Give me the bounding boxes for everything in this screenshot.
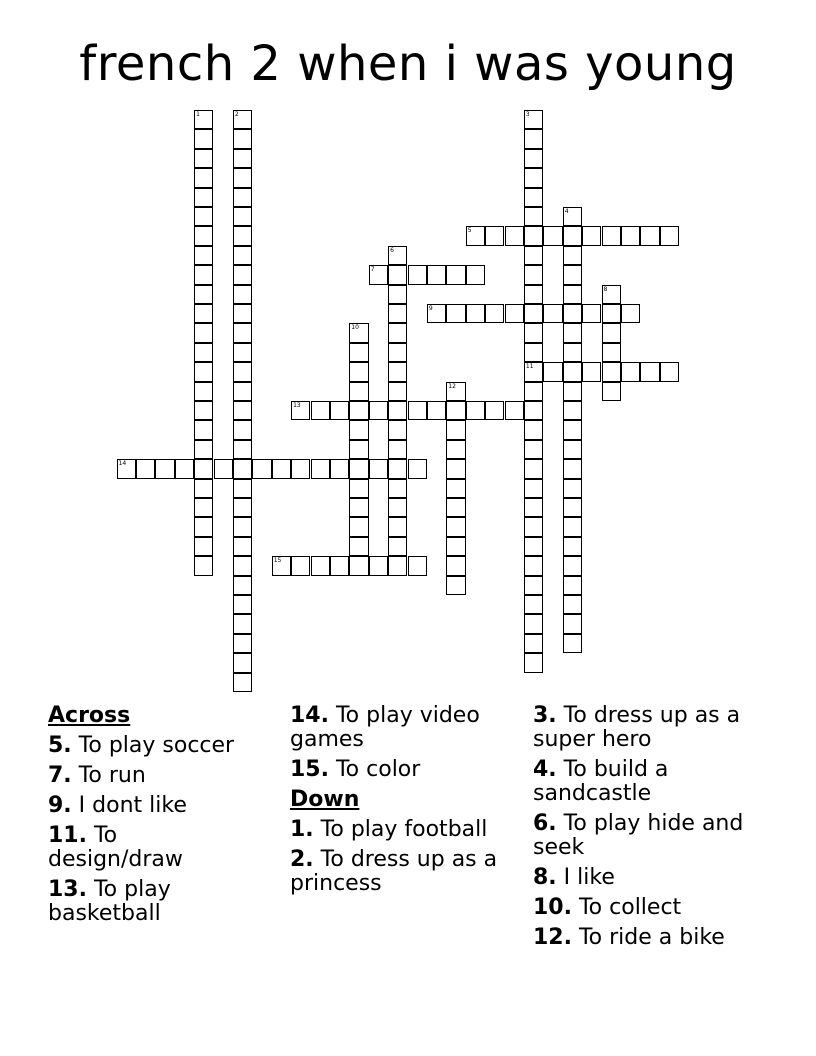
clue-across-5 xyxy=(48,734,258,758)
grid-cell[interactable] xyxy=(446,517,465,536)
grid-cell[interactable] xyxy=(233,129,252,148)
grid-cell[interactable] xyxy=(233,440,252,459)
grid-cell[interactable] xyxy=(388,382,407,401)
grid-cell[interactable] xyxy=(563,304,582,323)
grid-cell[interactable] xyxy=(194,188,213,207)
grid-cell[interactable] xyxy=(349,479,368,498)
clues-column-1 xyxy=(48,704,258,932)
clue-number: 14. xyxy=(290,703,329,728)
grid-cell[interactable] xyxy=(563,362,582,381)
grid-cell[interactable] xyxy=(524,401,543,420)
grid-cell[interactable] xyxy=(446,304,465,323)
grid-cell[interactable] xyxy=(194,556,213,575)
grid-cell[interactable] xyxy=(388,362,407,381)
clue-text: To play soccer xyxy=(78,733,235,758)
grid-cell[interactable] xyxy=(446,382,465,401)
grid-cell[interactable] xyxy=(194,343,213,362)
clue-number-label: 10 xyxy=(351,324,359,332)
grid-cell[interactable] xyxy=(621,226,640,245)
grid-cell[interactable] xyxy=(349,440,368,459)
grid-cell[interactable] xyxy=(233,362,252,381)
grid-cell[interactable] xyxy=(233,653,252,672)
clue-down-1 xyxy=(290,818,520,842)
grid-cell[interactable] xyxy=(563,440,582,459)
grid-cell[interactable] xyxy=(408,459,427,478)
grid-cell[interactable] xyxy=(524,246,543,265)
grid-cell[interactable] xyxy=(233,498,252,517)
grid-cell[interactable] xyxy=(194,149,213,168)
grid-cell[interactable] xyxy=(233,595,252,614)
grid-cell[interactable] xyxy=(233,401,252,420)
grid-cell[interactable] xyxy=(369,265,388,284)
grid-cell[interactable] xyxy=(524,556,543,575)
grid-cell[interactable] xyxy=(214,459,233,478)
grid-cell[interactable] xyxy=(524,343,543,362)
grid-cell[interactable] xyxy=(233,614,252,633)
grid-cell[interactable] xyxy=(291,401,310,420)
grid-cell[interactable] xyxy=(194,479,213,498)
clue-across-9 xyxy=(48,794,258,818)
grid-cell[interactable] xyxy=(349,420,368,439)
clue-text: To play football xyxy=(320,817,488,842)
clue-number: 4. xyxy=(533,757,557,782)
grid-cell[interactable] xyxy=(330,459,349,478)
grid-cell[interactable] xyxy=(524,517,543,536)
grid-cell[interactable] xyxy=(621,362,640,381)
grid-cell[interactable] xyxy=(524,168,543,187)
clue-number: 7. xyxy=(48,763,72,788)
grid-cell[interactable] xyxy=(446,440,465,459)
grid-cell[interactable] xyxy=(582,362,601,381)
clues-column-2 xyxy=(290,704,520,902)
grid-cell[interactable] xyxy=(524,265,543,284)
grid-cell[interactable] xyxy=(369,556,388,575)
grid-cell[interactable] xyxy=(466,401,485,420)
grid-cell[interactable] xyxy=(524,614,543,633)
grid-cell[interactable] xyxy=(660,226,679,245)
clue-down-10 xyxy=(533,896,773,920)
grid-cell[interactable] xyxy=(194,362,213,381)
grid-cell[interactable] xyxy=(194,129,213,148)
grid-cell[interactable] xyxy=(252,459,271,478)
grid-cell[interactable] xyxy=(388,537,407,556)
clue-text: To collect xyxy=(578,895,682,920)
grid-cell[interactable] xyxy=(349,517,368,536)
grid-cell[interactable] xyxy=(349,362,368,381)
grid-cell[interactable] xyxy=(446,498,465,517)
grid-cell[interactable] xyxy=(388,265,407,284)
grid-cell[interactable] xyxy=(602,226,621,245)
grid-cell[interactable] xyxy=(524,653,543,672)
clue-text: To play basketball xyxy=(48,877,171,926)
grid-cell[interactable] xyxy=(602,362,621,381)
grid-cell[interactable] xyxy=(602,304,621,323)
grid-cell[interactable] xyxy=(233,420,252,439)
grid-cell[interactable] xyxy=(349,459,368,478)
clue-number-label: 14 xyxy=(118,460,127,468)
grid-cell[interactable] xyxy=(543,304,562,323)
grid-cell[interactable] xyxy=(233,246,252,265)
grid-cell[interactable] xyxy=(505,304,524,323)
grid-cell[interactable] xyxy=(427,265,446,284)
clue-number: 1. xyxy=(290,817,314,842)
clue-number: 8. xyxy=(533,865,557,890)
grid-cell[interactable] xyxy=(233,576,252,595)
grid-cell[interactable] xyxy=(408,265,427,284)
clue-text: To build a sandcastle xyxy=(533,757,669,806)
grid-cell[interactable] xyxy=(563,382,582,401)
grid-cell[interactable] xyxy=(194,304,213,323)
grid-cell[interactable] xyxy=(563,537,582,556)
grid-cell[interactable] xyxy=(524,576,543,595)
clue-number-label: 8 xyxy=(603,285,608,293)
grid-cell[interactable] xyxy=(175,459,194,478)
grid-cell[interactable] xyxy=(621,304,640,323)
grid-cell[interactable] xyxy=(233,479,252,498)
grid-cell[interactable] xyxy=(524,323,543,342)
grid-cell[interactable] xyxy=(563,634,582,653)
grid-cell[interactable] xyxy=(388,479,407,498)
grid-cell[interactable] xyxy=(524,537,543,556)
grid-cell[interactable] xyxy=(524,459,543,478)
grid-cell[interactable] xyxy=(272,459,291,478)
grid-cell[interactable] xyxy=(233,188,252,207)
grid-cell[interactable] xyxy=(563,420,582,439)
clue-down-12 xyxy=(533,926,773,950)
grid-cell[interactable] xyxy=(388,304,407,323)
grid-cell[interactable] xyxy=(408,401,427,420)
grid-cell[interactable] xyxy=(194,440,213,459)
grid-cell[interactable] xyxy=(388,556,407,575)
grid-cell[interactable] xyxy=(194,537,213,556)
grid-cell[interactable] xyxy=(485,304,504,323)
grid-cell[interactable] xyxy=(369,459,388,478)
grid-cell[interactable] xyxy=(660,362,679,381)
grid-cell[interactable] xyxy=(563,226,582,245)
grid-cell[interactable] xyxy=(194,401,213,420)
grid-cell[interactable] xyxy=(563,498,582,517)
grid-cell[interactable] xyxy=(524,362,543,381)
grid-cell[interactable] xyxy=(446,420,465,439)
clue-down-2 xyxy=(290,848,520,896)
clue-text: To run xyxy=(78,763,146,788)
grid-cell[interactable] xyxy=(194,226,213,245)
grid-cell[interactable] xyxy=(388,517,407,536)
grid-cell[interactable] xyxy=(349,323,368,342)
grid-cell[interactable] xyxy=(388,401,407,420)
clue-number-label: 11 xyxy=(525,363,534,371)
grid-cell[interactable] xyxy=(194,323,213,342)
clue-number-label: 4 xyxy=(564,208,569,215)
clue-number-label: 15 xyxy=(273,557,282,565)
grid-cell[interactable] xyxy=(233,343,252,362)
clue-number: 3. xyxy=(533,703,557,728)
grid-cell[interactable] xyxy=(194,382,213,401)
grid-cell[interactable] xyxy=(505,226,524,245)
grid-cell[interactable] xyxy=(485,226,504,245)
grid-cell[interactable] xyxy=(466,226,485,245)
grid-cell[interactable] xyxy=(194,459,213,478)
grid-cell[interactable] xyxy=(349,498,368,517)
grid-cell[interactable] xyxy=(291,556,310,575)
grid-cell[interactable] xyxy=(446,265,465,284)
grid-cell[interactable] xyxy=(155,459,174,478)
clue-text: To play hide and seek xyxy=(533,811,744,860)
grid-cell[interactable] xyxy=(349,382,368,401)
grid-cell[interactable] xyxy=(563,265,582,284)
grid-cell[interactable] xyxy=(311,459,330,478)
grid-cell[interactable] xyxy=(233,634,252,653)
grid-cell[interactable] xyxy=(233,226,252,245)
grid-cell[interactable] xyxy=(233,459,252,478)
grid-cell[interactable] xyxy=(272,556,291,575)
clue-number-label: 5 xyxy=(467,227,472,235)
clue-down-8 xyxy=(533,866,773,890)
grid-cell[interactable] xyxy=(349,343,368,362)
grid-cell[interactable] xyxy=(485,401,504,420)
grid-cell[interactable] xyxy=(194,246,213,265)
grid-cell[interactable] xyxy=(388,323,407,342)
clue-number-label: 3 xyxy=(525,111,530,118)
grid-cell[interactable] xyxy=(388,440,407,459)
grid-cell[interactable] xyxy=(408,556,427,575)
grid-cell[interactable] xyxy=(524,595,543,614)
grid-cell[interactable] xyxy=(640,362,659,381)
grid-cell[interactable] xyxy=(563,459,582,478)
grid-cell[interactable] xyxy=(563,285,582,304)
clue-number: 9. xyxy=(48,793,72,818)
grid-cell[interactable] xyxy=(446,401,465,420)
grid-cell[interactable] xyxy=(524,110,543,129)
grid-cell[interactable] xyxy=(563,479,582,498)
grid-cell[interactable] xyxy=(369,401,388,420)
grid-cell[interactable] xyxy=(117,459,136,478)
grid-cell[interactable] xyxy=(194,498,213,517)
grid-cell[interactable] xyxy=(466,304,485,323)
grid-cell[interactable] xyxy=(563,246,582,265)
grid-cell[interactable] xyxy=(602,323,621,342)
clue-across-7 xyxy=(48,764,258,788)
grid-cell[interactable] xyxy=(194,517,213,536)
clue-number-label: 2 xyxy=(234,111,239,118)
clue-text: To ride a bike xyxy=(578,925,725,950)
grid-cell[interactable] xyxy=(602,285,621,304)
clue-number: 13. xyxy=(48,877,87,902)
grid-cell[interactable] xyxy=(524,420,543,439)
grid-cell[interactable] xyxy=(233,110,252,129)
grid-cell[interactable] xyxy=(446,459,465,478)
clue-number-label: 12 xyxy=(448,382,456,390)
clue-number: 15. xyxy=(290,757,329,782)
across-heading: Across xyxy=(48,703,131,728)
grid-cell[interactable] xyxy=(563,576,582,595)
clue-text: To color xyxy=(335,757,421,782)
grid-cell[interactable] xyxy=(640,226,659,245)
clue-number-label: 9 xyxy=(428,305,433,312)
grid-cell[interactable] xyxy=(194,110,213,129)
grid-cell[interactable] xyxy=(194,420,213,439)
clue-down-4 xyxy=(533,758,773,806)
clue-across-13 xyxy=(48,878,258,926)
grid-cell[interactable] xyxy=(524,129,543,148)
clue-number-label: 13 xyxy=(293,402,301,409)
grid-cell[interactable] xyxy=(233,323,252,342)
clue-number: 11. xyxy=(48,823,87,848)
grid-cell[interactable] xyxy=(349,556,368,575)
grid-cell[interactable] xyxy=(524,440,543,459)
clue-number: 2. xyxy=(290,847,314,872)
clue-number: 5. xyxy=(48,733,72,758)
grid-cell[interactable] xyxy=(524,479,543,498)
clues-column-3 xyxy=(533,704,773,956)
grid-cell[interactable] xyxy=(524,207,543,226)
grid-cell[interactable] xyxy=(311,556,330,575)
grid-cell[interactable] xyxy=(563,595,582,614)
clue-text: I dont like xyxy=(78,793,187,818)
grid-cell[interactable] xyxy=(233,285,252,304)
grid-cell[interactable] xyxy=(524,304,543,323)
grid-cell[interactable] xyxy=(427,401,446,420)
grid-cell[interactable] xyxy=(388,498,407,517)
clue-text: To play video games xyxy=(290,703,480,752)
grid-cell[interactable] xyxy=(563,614,582,633)
clue-number-label: 1 xyxy=(196,111,200,118)
clue-text: To dress up as a princess xyxy=(290,847,498,896)
grid-cell[interactable] xyxy=(524,498,543,517)
grid-cell[interactable] xyxy=(524,188,543,207)
puzzle-title: french 2 when i was young xyxy=(79,36,737,92)
grid-cell[interactable] xyxy=(563,323,582,342)
grid-cell[interactable] xyxy=(330,401,349,420)
clue-across-14 xyxy=(290,704,520,752)
grid-cell[interactable] xyxy=(446,576,465,595)
grid-cell[interactable] xyxy=(524,226,543,245)
clue-number-label: 6 xyxy=(390,246,394,254)
grid-cell[interactable] xyxy=(233,556,252,575)
grid-cell[interactable] xyxy=(194,207,213,226)
grid-cell[interactable] xyxy=(388,246,407,265)
grid-cell[interactable] xyxy=(349,537,368,556)
grid-cell[interactable] xyxy=(582,226,601,245)
clue-down-3 xyxy=(533,704,773,752)
grid-cell[interactable] xyxy=(427,304,446,323)
clue-number: 10. xyxy=(533,895,572,920)
grid-cell[interactable] xyxy=(446,537,465,556)
grid-cell[interactable] xyxy=(388,285,407,304)
grid-cell[interactable] xyxy=(563,556,582,575)
grid-cell[interactable] xyxy=(233,382,252,401)
grid-cell[interactable] xyxy=(563,207,582,226)
grid-cell[interactable] xyxy=(233,207,252,226)
grid-cell[interactable] xyxy=(233,304,252,323)
down-heading: Down xyxy=(290,787,360,812)
clue-number: 6. xyxy=(533,811,557,836)
clue-text: To dress up as a super hero xyxy=(533,703,741,752)
grid-cell[interactable] xyxy=(524,634,543,653)
grid-cell[interactable] xyxy=(582,304,601,323)
clue-text: To design/draw xyxy=(48,823,183,872)
grid-cell[interactable] xyxy=(291,459,310,478)
grid-cell[interactable] xyxy=(233,517,252,536)
grid-cell[interactable] xyxy=(505,401,524,420)
grid-cell[interactable] xyxy=(543,226,562,245)
grid-cell[interactable] xyxy=(233,168,252,187)
grid-cell[interactable] xyxy=(466,265,485,284)
grid-cell[interactable] xyxy=(349,401,368,420)
clue-across-11 xyxy=(48,824,258,872)
grid-cell[interactable] xyxy=(194,265,213,284)
grid-cell[interactable] xyxy=(194,285,213,304)
grid-cell[interactable] xyxy=(388,343,407,362)
clue-down-6 xyxy=(533,812,773,860)
grid-cell[interactable] xyxy=(543,362,562,381)
grid-cell[interactable] xyxy=(524,285,543,304)
grid-cell[interactable] xyxy=(330,556,349,575)
clue-number: 12. xyxy=(533,925,572,950)
grid-cell[interactable] xyxy=(602,343,621,362)
grid-cell[interactable] xyxy=(563,517,582,536)
grid-cell[interactable] xyxy=(194,168,213,187)
clue-text: I like xyxy=(563,865,615,890)
grid-cell[interactable] xyxy=(563,401,582,420)
grid-cell[interactable] xyxy=(524,382,543,401)
grid-cell[interactable] xyxy=(446,556,465,575)
grid-cell[interactable] xyxy=(388,459,407,478)
grid-cell[interactable] xyxy=(233,265,252,284)
grid-cell[interactable] xyxy=(136,459,155,478)
grid-cell[interactable] xyxy=(388,420,407,439)
clue-number-label: 7 xyxy=(370,266,375,274)
grid-cell[interactable] xyxy=(602,382,621,401)
clue-across-15 xyxy=(290,758,520,782)
grid-cell[interactable] xyxy=(233,149,252,168)
grid-cell[interactable] xyxy=(233,673,252,692)
grid-cell[interactable] xyxy=(563,343,582,362)
grid-cell[interactable] xyxy=(524,149,543,168)
grid-cell[interactable] xyxy=(311,401,330,420)
grid-cell[interactable] xyxy=(446,479,465,498)
grid-cell[interactable] xyxy=(233,537,252,556)
